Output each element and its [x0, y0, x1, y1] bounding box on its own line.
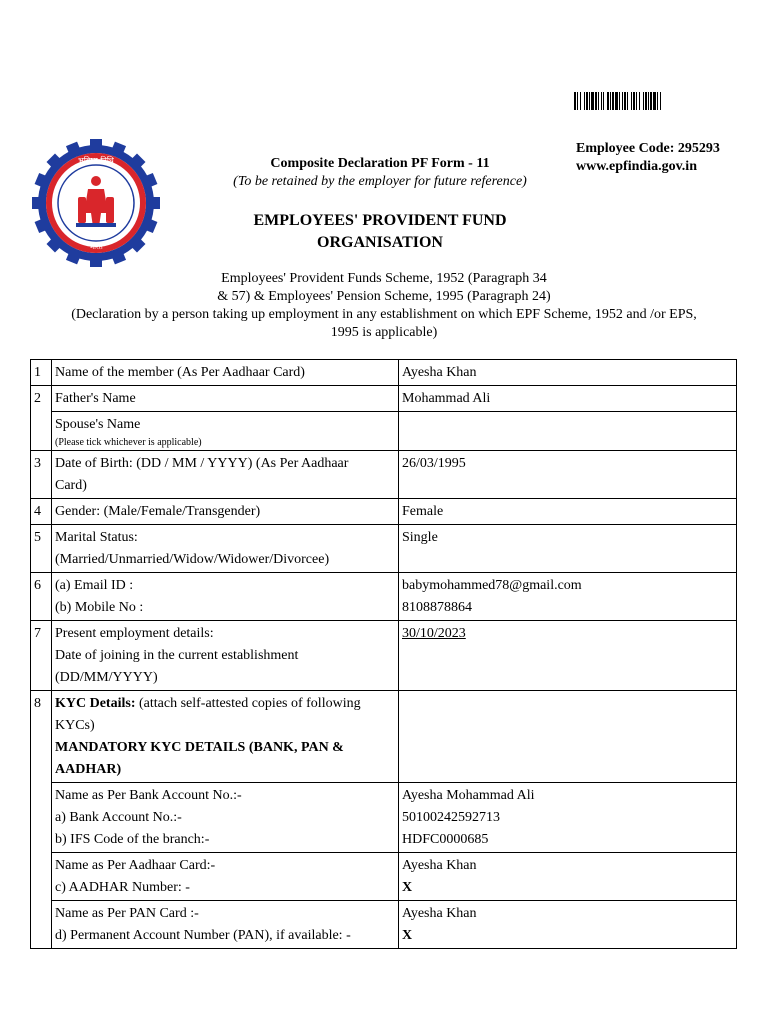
pan-name-label: Name as Per PAN Card :-: [55, 906, 199, 921]
bank-labels: [52, 783, 399, 853]
row-number: 4: [31, 499, 52, 525]
pan-values: [399, 901, 737, 949]
row-number: 6: [31, 573, 52, 621]
row-pan: [31, 901, 737, 949]
ifsc-label: b) IFS Code of the branch:-: [55, 832, 210, 847]
row-gender: [31, 499, 737, 525]
row-father-name: [31, 386, 737, 412]
dob-label-line-2: Card): [55, 478, 87, 493]
mobile-label: (b) Mobile No :: [55, 600, 144, 615]
aadhaar-name-label: Name as Per Aadhaar Card:-: [55, 858, 216, 873]
dob-cell: [52, 451, 399, 499]
barcode: [574, 92, 738, 110]
marital-cell: [52, 525, 399, 573]
row-number: 3: [31, 451, 52, 499]
scheme-line-1: Employees' Provident Funds Scheme, 1952 (Paragraph 34: [221, 271, 547, 286]
row-number: 8: [31, 691, 52, 949]
marital-status-value: Single: [399, 525, 737, 573]
kyc-header-cell: [52, 691, 399, 783]
gender-label: Gender: (Male/Female/Transgender): [52, 499, 399, 525]
bank-name-value: Ayesha Mohammad Ali: [402, 788, 535, 803]
row-number: 7: [31, 621, 52, 691]
pan-number-value: X: [402, 928, 413, 943]
kyc-bold-label: KYC Details:: [55, 696, 136, 711]
declaration-table: [30, 359, 737, 949]
spouse-cell: [52, 412, 399, 451]
aadhaar-values: [399, 853, 737, 901]
row-spouse-name: [31, 412, 737, 451]
joining-date-cell: [399, 621, 737, 691]
org-line-1: EMPLOYEES' PROVIDENT FUND: [253, 212, 507, 229]
kyc-rest-label: (attach self-attested copies of following: [135, 696, 361, 711]
member-name-value: Ayesha Khan: [399, 360, 737, 386]
father-name-label: Father's Name: [52, 386, 399, 412]
aadhaar-name-value: Ayesha Khan: [402, 858, 477, 873]
contact-labels: [52, 573, 399, 621]
father-name-value: Mohammad Ali: [399, 386, 737, 412]
email-value: babymohammed78@gmail.com: [402, 578, 582, 593]
kyc-line-2: KYCs): [55, 718, 95, 733]
contact-values: [399, 573, 737, 621]
employment-label-line-2: Date of joining in the current establishment: [55, 648, 299, 663]
employment-cell: [52, 621, 399, 691]
gender-value: Female: [399, 499, 737, 525]
scheme-description: [30, 270, 738, 342]
form-subtitle: (To be retained by the employer for future reference): [233, 174, 527, 189]
scheme-line-4: 1995 is applicable): [330, 325, 438, 340]
spouse-note: (Please tick whichever is applicable): [55, 437, 202, 448]
aadhaar-labels: [52, 853, 399, 901]
employment-label-line-1: Present employment details:: [55, 626, 214, 641]
spouse-name-label: Spouse's Name: [55, 417, 141, 432]
organisation-title: [160, 210, 600, 254]
scheme-line-3: (Declaration by a person taking up employment in any establishment on which EPF Scheme, 1952 and /or EPS,: [71, 307, 697, 322]
dob-label-line-1: Date of Birth: (DD / MM / YYYY) (As Per Aadhaar: [55, 456, 349, 471]
row-aadhaar: [31, 853, 737, 901]
row-member-name: [31, 360, 737, 386]
form-header: [160, 155, 600, 191]
kyc-line-1: [55, 693, 395, 715]
logo-bottom-text: भारत: [89, 243, 103, 251]
email-label: (a) Email ID :: [55, 578, 134, 593]
row-kyc-header: [31, 691, 737, 783]
aadhaar-number-label: c) AADHAR Number: -: [55, 880, 190, 895]
joining-date-value: 30/10/2023: [402, 626, 466, 641]
mandatory-kyc-line-1: MANDATORY KYC DETAILS (BANK, PAN &: [55, 740, 344, 755]
bank-account-value: 50100242592713: [402, 810, 500, 825]
mobile-value: 8108878864: [402, 600, 472, 615]
dob-value: 26/03/1995: [399, 451, 737, 499]
aadhaar-number-value: X: [402, 880, 413, 895]
row-number: 2: [31, 386, 52, 451]
bank-name-label: Name as Per Bank Account No.:-: [55, 788, 242, 803]
pan-labels: [52, 901, 399, 949]
spouse-name-value: [399, 412, 737, 451]
epfo-logo: [30, 137, 162, 269]
pan-name-value: Ayesha Khan: [402, 906, 477, 921]
pan-number-label: d) Permanent Account Number (PAN), if available: -: [55, 928, 351, 943]
mandatory-kyc-line-2: AADHAR): [55, 762, 122, 777]
ifsc-value: HDFC0000685: [402, 832, 489, 847]
marital-label-line-1: Marital Status:: [55, 530, 138, 545]
employment-label-line-3: (DD/MM/YYYY): [55, 670, 158, 685]
bank-values: [399, 783, 737, 853]
row-bank-details: [31, 783, 737, 853]
marital-label-line-2: (Married/Unmarried/Widow/Widower/Divorcee): [55, 552, 330, 567]
row-contact: [31, 573, 737, 621]
member-name-label: Name of the member (As Per Aadhaar Card): [52, 360, 399, 386]
employee-code: Employee Code: 295293: [576, 141, 720, 156]
row-date-of-birth: [31, 451, 737, 499]
row-number: 1: [31, 360, 52, 386]
row-number: 5: [31, 525, 52, 573]
bank-account-label: a) Bank Account No.:-: [55, 810, 182, 825]
form-title: Composite Declaration PF Form - 11: [270, 156, 490, 171]
scheme-line-2: & 57) & Employees' Pension Scheme, 1995 (Paragraph 24): [217, 289, 551, 304]
website: www.epfindia.gov.in: [576, 159, 697, 174]
kyc-header-blank: [399, 691, 737, 783]
org-line-2: ORGANISATION: [317, 234, 443, 251]
row-marital-status: [31, 525, 737, 573]
logo-top-text: भविष्य निधि: [78, 156, 114, 165]
row-employment: [31, 621, 737, 691]
